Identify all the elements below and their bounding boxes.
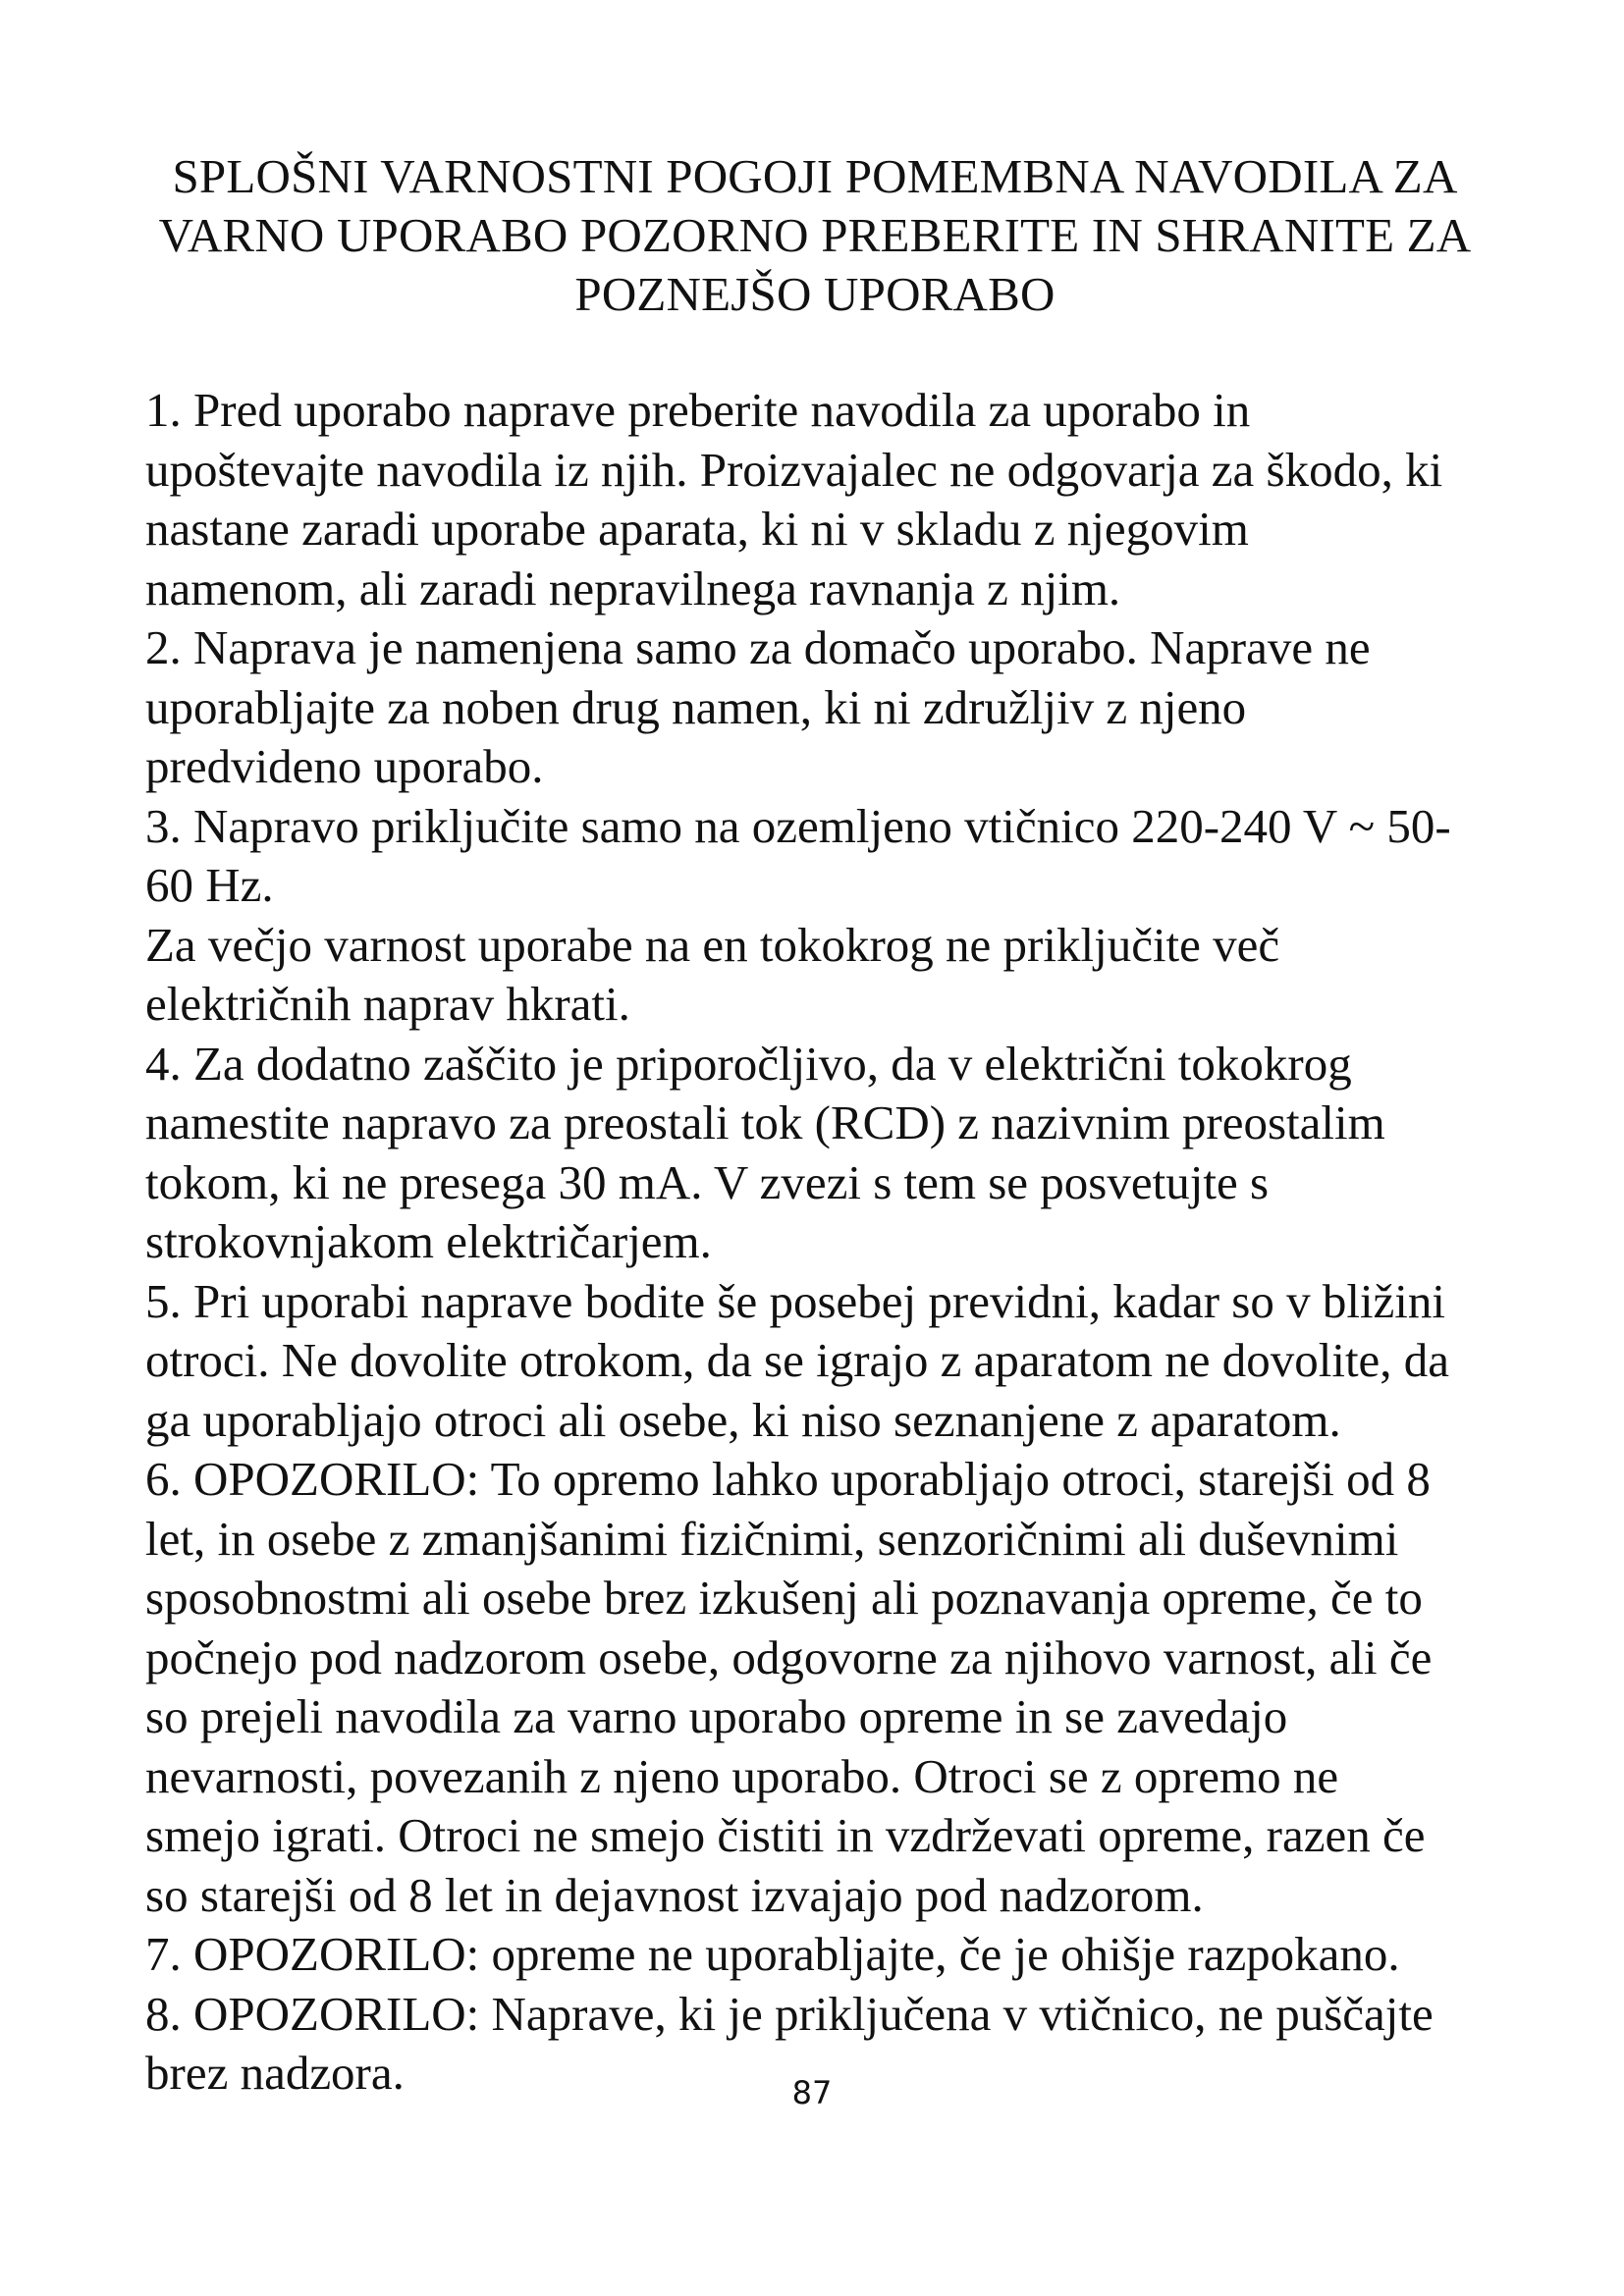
body-line: predvideno uporabo. [145, 739, 544, 793]
title-line: POZNEJŠO UPORABO [574, 267, 1056, 321]
page-title [137, 147, 1492, 324]
body-line: brez nadzora. [145, 2046, 405, 2100]
body-line: so starejši od 8 let in dejavnost izvajajo pod nadzorom. [145, 1867, 1204, 1922]
body-line: 7. OPOZORILO: opreme ne uporabljajte, če je ohišje razpokano. [145, 1927, 1400, 1981]
page-number: 87 [791, 2074, 833, 2111]
body-line: 60 Hz. [145, 858, 274, 912]
body-line: strokovnjakom električarjem. [145, 1214, 712, 1268]
body-line: upoštevajte navodila iz njih. Proizvajalec ne odgovarja za škodo, ki [145, 442, 1443, 497]
title-line: SPLOŠNI VARNOSTNI POGOJI POMEMBNA NAVODILA ZA [172, 149, 1458, 203]
title-line: VARNO UPORABO POZORNO PREBERITE IN SHRANITE ZA [158, 208, 1472, 262]
body-line: let, in osebe z zmanjšanimi fizičnimi, senzoričnimi ali duševnimi [145, 1511, 1399, 1566]
body-line: električnih naprav hkrati. [145, 977, 630, 1031]
body-line: namestite napravo za preostali tok (RCD) z nazivnim preostalim [145, 1095, 1385, 1149]
body-line: so prejeli navodila za varno uporabo opreme in se zavedajo [145, 1689, 1288, 1743]
body-line: namenom, ali zaradi nepravilnega ravnanja z njim. [145, 561, 1121, 615]
body-line: sposobnostmi ali osebe brez izkušenj ali poznavanja opreme, če to [145, 1571, 1423, 1625]
body-line: 4. Za dodatno zaščito je priporočljivo, da v električni tokokrog [145, 1036, 1352, 1091]
body-line: Za večjo varnost uporabe na en tokokrog ne priključite več [145, 917, 1280, 972]
body-line: uporabljajte za noben drug namen, ki ni združljiv z njeno [145, 679, 1247, 734]
body-line: počnejo pod nadzorom osebe, odgovorne za njihovo varnost, ali če [145, 1629, 1433, 1684]
body-line: tokom, ki ne presega 30 mA. V zvezi s tem se posvetujte s [145, 1154, 1270, 1209]
body-line: 3. Napravo priključite samo na ozemljeno vtičnico 220-240 V ~ 50- [145, 798, 1451, 853]
body-line: 5. Pri uporabi naprave bodite še posebej previdni, kadar so v bližini [145, 1273, 1446, 1328]
body-line: 1. Pred uporabo naprave preberite navodila za uporabo in [145, 383, 1251, 437]
body-line: otroci. Ne dovolite otrokom, da se igrajo z aparatom ne dovolite, da [145, 1333, 1450, 1387]
body-text [145, 381, 1530, 2104]
body-line: 8. OPOZORILO: Naprave, ki je priključena v vtičnico, ne puščajte [145, 1986, 1434, 2041]
body-line: nevarnosti, povezanih z njeno uporabo. Otroci se z opremo ne [145, 1748, 1339, 1803]
body-line: nastane zaradi uporabe aparata, ki ni v skladu z njegovim [145, 502, 1249, 556]
body-line: 2. Naprava je namenjena samo za domačo uporabo. Naprave ne [145, 620, 1371, 674]
body-line: ga uporabljajo otroci ali osebe, ki niso seznanjene z aparatom. [145, 1392, 1341, 1447]
body-line: 6. OPOZORILO: To opremo lahko uporabljajo otroci, starejši od 8 [145, 1452, 1431, 1506]
body-line: smejo igrati. Otroci ne smejo čistiti in vzdrževati opreme, razen če [145, 1808, 1426, 1862]
